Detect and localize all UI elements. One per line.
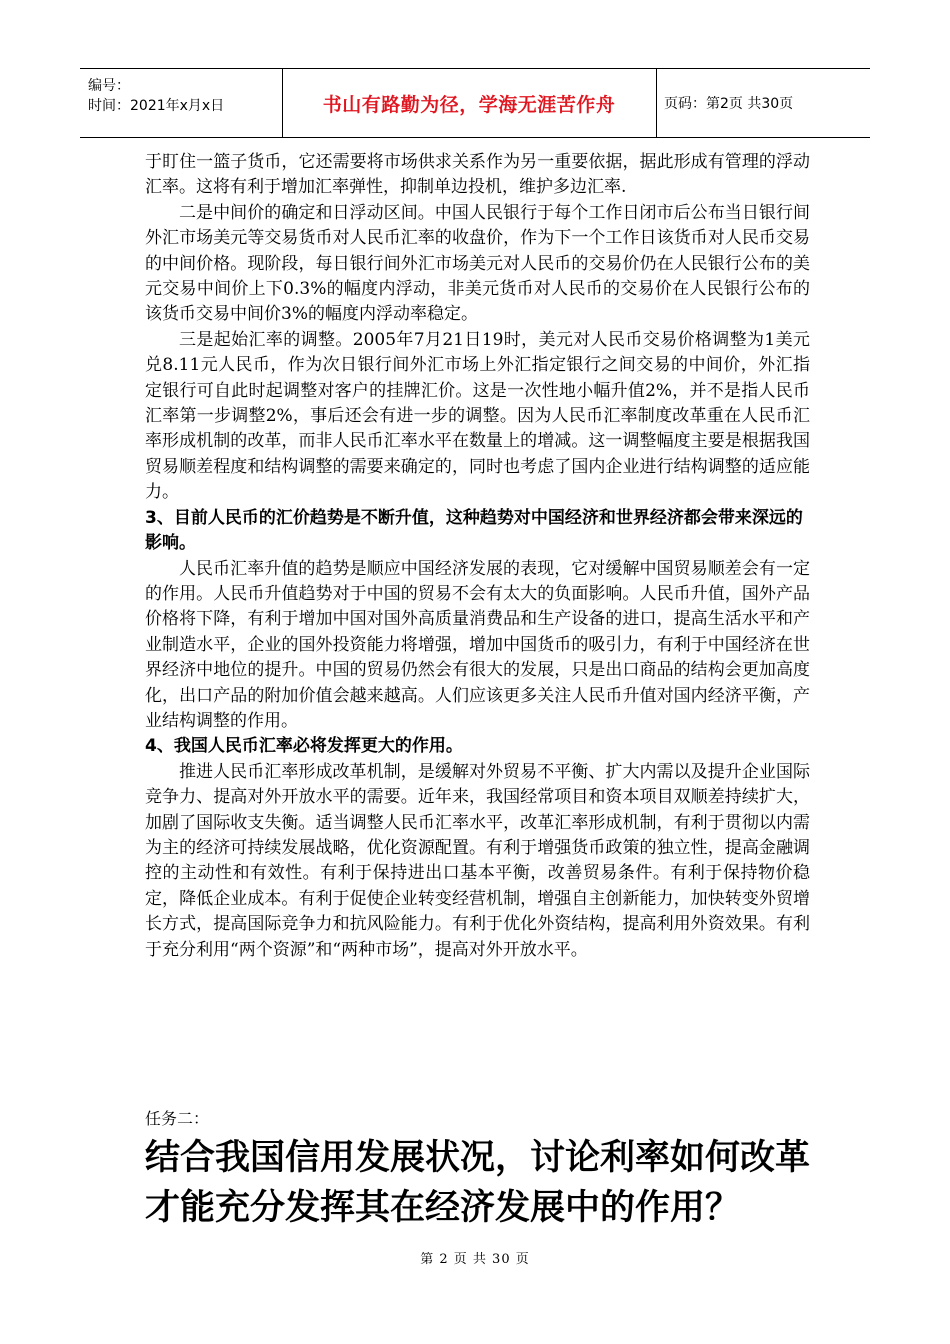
page-footer: 第 2 页 共 30 页 [420, 1252, 530, 1267]
document-body [145, 150, 810, 963]
document-number-label: 编号： [88, 78, 130, 94]
paragraph-3: 三是起始汇率的调整。2005年7月21日19时，美元对人民币交易价格调整为1美元兑8.11元人民币，作为次日银行间外汇市场上外汇指定银行之间交易的中间价，外汇指定银行可自此时起调整对客户的挂牌汇价。这是一次性地小幅升值2%，并不是指人民币汇率第一步调整2%，事后还会有进一步的调整。因为人民币汇率制度改革重在人民币汇率形成机制的改革，而非人民币汇率水平在数量上的增减。这一调整幅度主要是根据我国贸易顺差程度和结构调整的需要来确定的，同时也考虑了国内企业进行结构调整的适应能力。 [145, 329, 810, 503]
paragraph-4: 人民币汇率升值的趋势是顺应中国经济发展的表现，它对缓解中国贸易顺差会有一定的作用。人民币升值趋势对于中国的贸易不会有太大的负面影响。人民币升值，国外产品价格将下降，有利于增加中国对国外高质量消费品和生产设备的进口，提高生活水平和产业制造水平，企业的国外投资能力将增强，增加中国货币的吸引力，有利于中国经济在世界经济中地位的提升。中国的贸易仍然会有很大的发展，只是出口商品的结构会更加高度化，出口产品的附加价值会越来越高。人们应该更多关注人民币升值对国内经济平衡，产业结构调整的作用。 [145, 558, 810, 731]
paragraph-1: 于盯住一篮子货币，它还需要将市场供求关系作为另一重要依据，据此形成有管理的浮动汇率。这将有利于增加汇率弹性，抑制单边投机，维护多边汇率. [145, 152, 810, 198]
document-header [80, 68, 870, 138]
header-meta-cell [80, 69, 283, 137]
paragraph-5: 推进人民币汇率形成改革机制，是缓解对外贸易不平衡、扩大内需以及提升企业国际竞争力、提高对外开放水平的需要。近年来，我国经常项目和资本项目双顺差持续扩大，加剧了国际收支失衡。适当调整人民币汇率水平，改革汇率形成机制，有利于贯彻以内需为主的经济可持续发展战略，优化资源配置。有利于增强货币政策的独立性，提高金融调控的主动性和有效性。有利于保持进出口基本平衡，改善贸易条件。有利于保持物价稳定，降低企业成本。有利于促使企业转变经营机制，增强自主创新能力，加快转变外贸增长方式，提高国际竞争力和抗风险能力。有利于优化外资结构，提高利用外资效果。有利于充分利用“两个资源”和“两种市场”，提高对外开放水平。 [145, 761, 810, 960]
document-date-label: 时间：2021年x月x日 [88, 98, 225, 114]
section-heading-4: 4、我国人民币汇率必将发挥更大的作用。 [145, 736, 463, 757]
task-title: 结合我国信用发展状况，讨论利率如何改革才能充分发挥其在经济发展中的作用？ [145, 1138, 811, 1228]
paragraph-2: 二是中间价的确定和日浮动区间。中国人民银行于每个工作日闭市后公布当日银行间外汇市场美元等交易货币对人民币汇率的收盘价，作为下一个工作日该货币对人民币交易的中间价格。现阶段，每日银行间外汇市场美元对人民币的交易价仍在人民银行公布的美元交易中间价上下0.3%的幅度内浮动，非美元货币对人民币的交易价在人民银行公布的该货币交易中间价3%的幅度内浮动率稳定。 [145, 202, 810, 325]
header-motto-cell [282, 69, 657, 137]
header-motto: 书山有路勤为径，学海无涯苦作舟 [322, 93, 616, 116]
header-page-label: 页码：第2页 共30页 [664, 96, 794, 112]
task-label: 任务二： [145, 1109, 210, 1128]
section-heading-3: 3、目前人民币的汇价趋势是不断升值，这种趋势对中国经济和世界经济都会带来深远的影响。 [145, 507, 803, 554]
